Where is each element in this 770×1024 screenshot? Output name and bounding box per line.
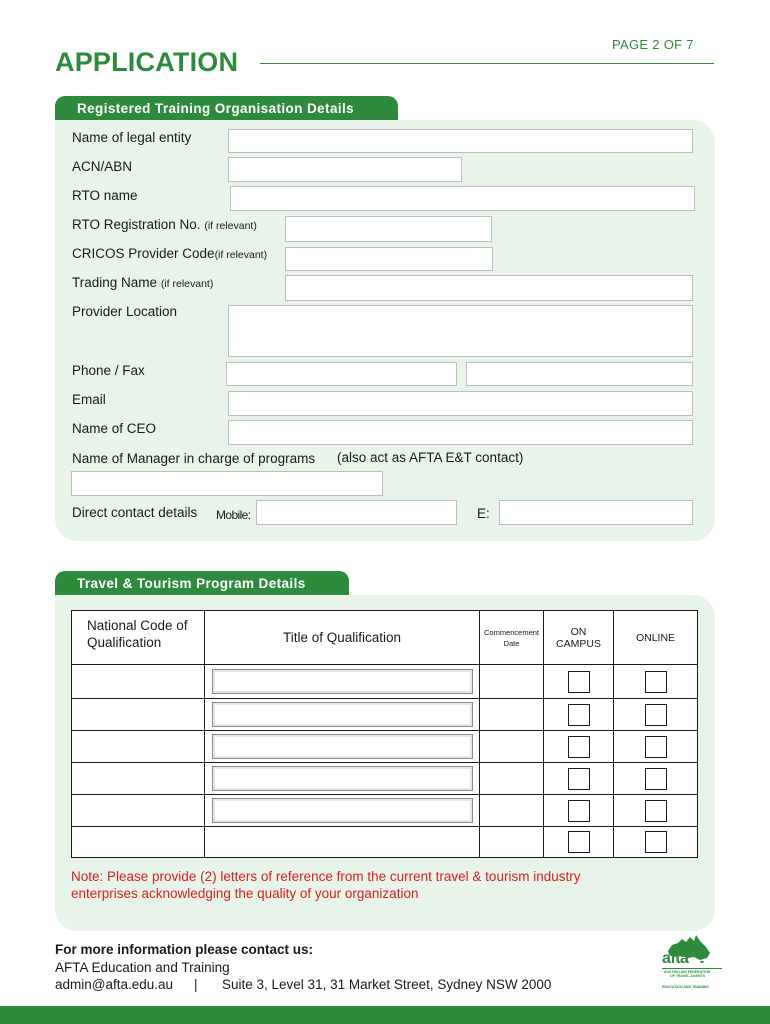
manager-note: (also act as AFTA E&T contact) bbox=[337, 450, 524, 465]
on-campus-checkbox[interactable] bbox=[568, 800, 590, 822]
email-label: Email bbox=[72, 392, 106, 407]
program-table bbox=[71, 610, 698, 858]
program-section-tab: Travel & Tourism Program Details bbox=[55, 571, 349, 597]
online-cell bbox=[614, 827, 698, 858]
contact-heading: For more information please contact us: bbox=[55, 942, 314, 957]
logo-line-1: AUSTRALIAN FEDERATION bbox=[664, 970, 711, 974]
cricos-label-main: CRICOS Provider Code bbox=[72, 246, 215, 261]
campus-column-label: ON CAMPUS bbox=[556, 625, 601, 650]
online-cell bbox=[614, 665, 698, 699]
reference-note: Note: Please provide (2) letters of reference from the current travel & tourism industry enterprises acknowledging the quality of your organization bbox=[71, 869, 581, 901]
title-cell[interactable] bbox=[205, 827, 480, 858]
online-checkbox[interactable] bbox=[645, 831, 667, 853]
afta-logo bbox=[660, 933, 720, 995]
table-row bbox=[72, 699, 698, 731]
logo-rule bbox=[662, 968, 722, 969]
qualification-title-input[interactable] bbox=[212, 669, 473, 694]
rto-reg-label-main: RTO Registration No. bbox=[72, 217, 201, 232]
email-input[interactable] bbox=[228, 391, 693, 416]
title-cell bbox=[205, 699, 480, 731]
rto-section-tab: Registered Training Organisation Details bbox=[55, 96, 398, 122]
date-cell[interactable] bbox=[480, 699, 544, 731]
mobile-label: Mobile: bbox=[216, 508, 251, 522]
qualification-title-input[interactable] bbox=[212, 734, 473, 759]
code-cell[interactable] bbox=[72, 699, 205, 731]
campus-cell bbox=[544, 665, 614, 699]
campus-cell bbox=[544, 699, 614, 731]
cricos-label-note: (if relevant) bbox=[214, 249, 268, 261]
title-cell bbox=[205, 665, 480, 699]
date-cell[interactable] bbox=[480, 763, 544, 795]
code-cell[interactable] bbox=[72, 827, 205, 858]
title-column-label: Title of Qualification bbox=[282, 630, 402, 645]
campus-column-header bbox=[544, 611, 614, 665]
campus-cell bbox=[544, 731, 614, 763]
trading-label-note: (if relevant) bbox=[160, 278, 214, 290]
date-cell[interactable] bbox=[480, 795, 544, 827]
rto-reg-label-note: (if relevant) bbox=[204, 220, 257, 232]
page-title: APPLICATION bbox=[55, 47, 239, 77]
provider-location-label: Provider Location bbox=[72, 304, 178, 319]
online-checkbox[interactable] bbox=[645, 671, 667, 693]
title-divider bbox=[260, 63, 714, 64]
rto-name-input[interactable] bbox=[230, 186, 695, 211]
cricos-label bbox=[72, 246, 267, 261]
title-cell bbox=[205, 795, 480, 827]
direct-email-input[interactable] bbox=[499, 500, 693, 525]
code-column-label: National Code of Qualification bbox=[87, 618, 188, 650]
on-campus-checkbox[interactable] bbox=[568, 768, 590, 790]
logo-line-2: OF TRAVEL AGENTS bbox=[670, 974, 705, 978]
trading-name-input[interactable] bbox=[285, 275, 693, 301]
contact-org: AFTA Education and Training bbox=[55, 960, 230, 975]
legal-entity-input[interactable] bbox=[228, 129, 693, 153]
table-row bbox=[72, 795, 698, 827]
title-cell bbox=[205, 731, 480, 763]
date-cell[interactable] bbox=[480, 665, 544, 699]
code-cell[interactable] bbox=[72, 763, 205, 795]
table-row bbox=[72, 731, 698, 763]
e-label: E: bbox=[477, 506, 490, 521]
online-column-label: ONLINE bbox=[635, 631, 676, 644]
page-number: PAGE 2 OF 7 bbox=[612, 37, 694, 52]
contact-email[interactable]: admin@afta.edu.au bbox=[55, 977, 174, 992]
manager-label: Name of Manager in charge of programs bbox=[72, 451, 316, 466]
title-cell bbox=[205, 763, 480, 795]
ceo-input[interactable] bbox=[228, 420, 693, 445]
qualification-title-input[interactable] bbox=[212, 766, 473, 791]
campus-cell bbox=[544, 763, 614, 795]
acn-abn-input[interactable] bbox=[228, 157, 462, 182]
online-checkbox[interactable] bbox=[645, 800, 667, 822]
logo-wordmark: afta bbox=[662, 950, 689, 967]
date-cell[interactable] bbox=[480, 731, 544, 763]
on-campus-checkbox[interactable] bbox=[568, 736, 590, 758]
ceo-label: Name of CEO bbox=[72, 421, 157, 436]
rto-name-label: RTO name bbox=[72, 188, 138, 203]
on-campus-checkbox[interactable] bbox=[568, 704, 590, 726]
mobile-input[interactable] bbox=[256, 500, 457, 525]
contact-separator: | bbox=[194, 977, 198, 992]
online-checkbox[interactable] bbox=[645, 768, 667, 790]
date-column-header bbox=[480, 611, 544, 665]
phone-input[interactable] bbox=[226, 362, 457, 386]
online-checkbox[interactable] bbox=[645, 736, 667, 758]
qualification-title-input[interactable] bbox=[212, 798, 473, 823]
contact-address: Suite 3, Level 31, 31 Market Street, Sydney NSW 2000 bbox=[222, 977, 552, 992]
on-campus-checkbox[interactable] bbox=[568, 671, 590, 693]
cricos-input[interactable] bbox=[285, 247, 493, 271]
online-column-header bbox=[614, 611, 698, 665]
campus-cell bbox=[544, 827, 614, 858]
footer-bar bbox=[0, 1006, 770, 1024]
code-column-header bbox=[72, 611, 205, 665]
code-cell[interactable] bbox=[72, 795, 205, 827]
on-campus-checkbox[interactable] bbox=[568, 831, 590, 853]
table-row bbox=[72, 827, 698, 858]
legal-entity-label: Name of legal entity bbox=[72, 130, 192, 145]
direct-contact-label: Direct contact details bbox=[72, 505, 198, 520]
manager-input[interactable] bbox=[71, 471, 383, 496]
online-cell bbox=[614, 699, 698, 731]
rto-reg-label bbox=[72, 217, 257, 232]
campus-cell bbox=[544, 795, 614, 827]
fax-input[interactable] bbox=[466, 362, 693, 386]
online-cell bbox=[614, 731, 698, 763]
online-checkbox[interactable] bbox=[645, 704, 667, 726]
acn-abn-label: ACN/ABN bbox=[72, 159, 133, 174]
qualification-title-input[interactable] bbox=[212, 702, 473, 727]
table-row bbox=[72, 763, 698, 795]
phone-fax-label: Phone / Fax bbox=[72, 363, 145, 378]
title-column-header bbox=[205, 611, 480, 665]
online-cell bbox=[614, 763, 698, 795]
code-cell[interactable] bbox=[72, 731, 205, 763]
trading-label-main: Trading Name bbox=[72, 275, 158, 290]
trading-name-label bbox=[72, 275, 213, 290]
program-table-header bbox=[72, 611, 698, 665]
date-column-label: Commencement Date bbox=[484, 627, 540, 648]
rto-registration-input[interactable] bbox=[285, 216, 492, 242]
online-cell bbox=[614, 795, 698, 827]
date-cell[interactable] bbox=[480, 827, 544, 858]
table-row bbox=[72, 665, 698, 699]
code-cell[interactable] bbox=[72, 665, 205, 699]
logo-line-3: EDUCATION AND TRAINING bbox=[662, 985, 709, 989]
provider-location-input[interactable] bbox=[228, 305, 693, 357]
